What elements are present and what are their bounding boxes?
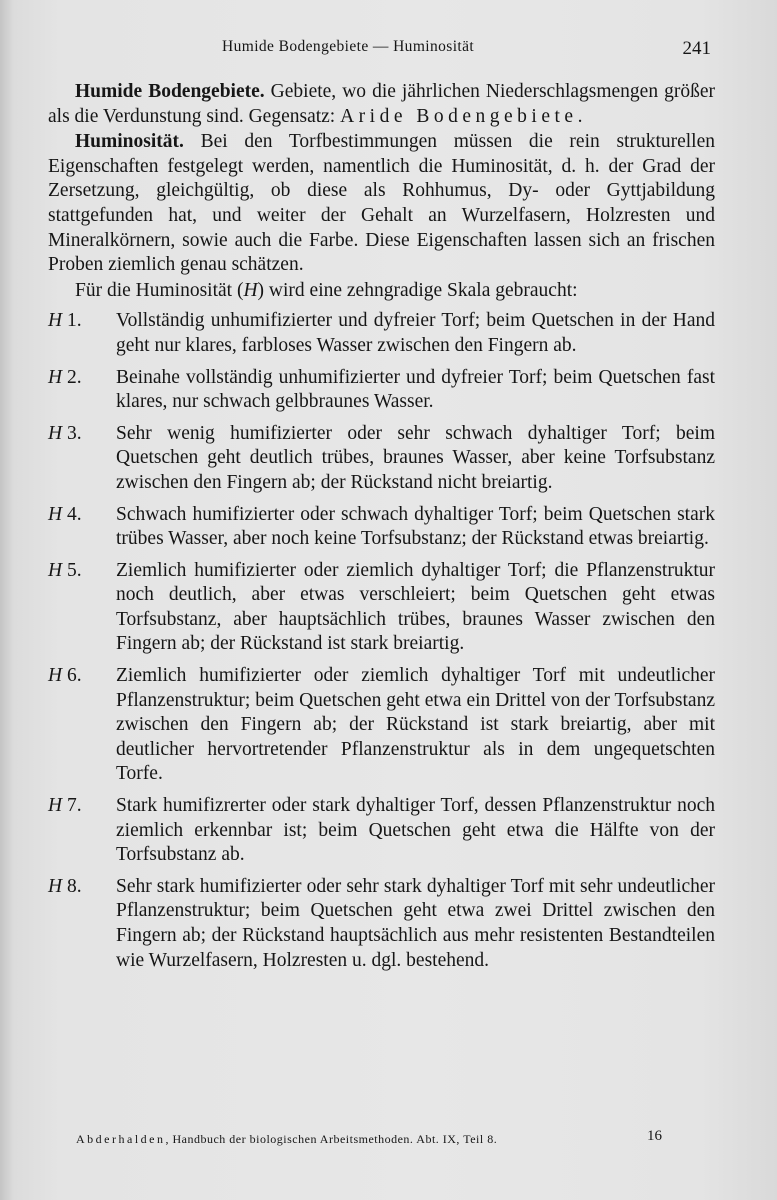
- footer-author: Abderhalden: [76, 1132, 166, 1146]
- scale-label: [48, 794, 116, 868]
- scale-symbol: H: [48, 422, 63, 444]
- scale-symbol: H: [48, 875, 63, 897]
- scale-intro: [48, 279, 715, 304]
- scale-description: Ziemlich humifizierter oder ziemlich dyhaltiger Torf mit undeutlicher Pflanzenstruktur; beim Quetschen geht etwa ein Drittel von der Torfsubstanz zwischen den Fingern ab; der Rückstand ist stark breiartig, aber mit deutlicher hervortretender Pflanzenstruktur als in dem ungequetschten Torfe.: [116, 665, 715, 785]
- scale-description: Sehr wenig humifizierter oder sehr schwach dyhaltiger Torf; beim Quetschen geht deutlich trübes, braunes Wasser, aber keine Torfsubstanz zwischen den Fingern ab; der Rückstand nicht breiartig.: [116, 422, 715, 493]
- scale-item: [48, 503, 715, 552]
- signature-mark: 16: [647, 1128, 662, 1144]
- scale-description: Schwach humifizierter oder schwach dyhaltiger Torf; beim Quetschen stark trübes Wasser, aber noch keine Torfsubstanz; der Rückstand etwas breiartig.: [116, 503, 715, 550]
- scale-description: Vollständig unhumifizierter und dyfreier Torf; beim Quetschen in der Hand geht nur klares, farbloses Wasser zwischen den Fingern ab.: [116, 310, 715, 356]
- scale-item: [48, 664, 715, 787]
- scale-number: 4.: [66, 503, 82, 525]
- scale-number: 5.: [66, 559, 82, 581]
- entry-humide-bodengebiete: [48, 80, 715, 129]
- scale-item: [48, 422, 715, 496]
- scale-label: [48, 422, 116, 496]
- scale-number: 2.: [66, 366, 82, 388]
- entry-huminositaet: [48, 130, 715, 278]
- scale-description: Sehr stark humifizierter oder sehr stark dyhaltiger Torf mit sehr undeutlicher Pflanzenstruktur; beim Quetschen geht etwa zwei Drittel zwischen den Fingern ab; der Rückstand hauptsächlich aus mehr resistenten Bestandteilen wie Wurzelfasern, Holzresten u. dgl. bestehend.: [116, 875, 715, 971]
- scale-symbol: H: [48, 559, 63, 581]
- scale-label: [48, 559, 116, 657]
- running-head: [0, 38, 777, 68]
- scale-symbol: H: [48, 366, 63, 388]
- scale-item: [48, 366, 715, 415]
- entry-term: Humide Bodengebiete.: [75, 81, 265, 102]
- body-text: [48, 80, 715, 980]
- page-number: 241: [682, 38, 711, 59]
- running-title: Humide Bodengebiete — Huminosität: [222, 38, 475, 55]
- scale-number: 3.: [66, 422, 82, 444]
- entry-text: Bei den Torfbestimmungen müssen die rein strukturellen Eigenschaften festgelegt werden, namentlich die Huminosität, d. h. der Grad der Zersetzung, gleichgültig, ob diese als Rohhumus, Dy- oder Gyttjabildung stattgefunden hat, und weiter der Gehalt an Wurzelfasern, Holzresten und Mineralkörnern, sowie auch die Farbe. Diese Eigenschaften lassen sich an frischen Proben ziemlich genau schätzen.: [48, 131, 715, 276]
- scale-label: [48, 366, 116, 415]
- scale-symbol: H: [48, 503, 63, 525]
- scale-symbol: H: [48, 310, 63, 332]
- scale-label: [48, 664, 116, 787]
- scale-symbol: H: [243, 279, 258, 301]
- scale-number: 7.: [66, 795, 82, 817]
- scale-description: Beinahe vollständig unhumifizierter und dyfreier Torf; beim Quetschen fast klares, nur schwach gelbbraunes Wasser.: [116, 366, 715, 413]
- scale-label: [48, 875, 116, 973]
- footer-citation: [76, 1132, 497, 1147]
- scale-item: [48, 794, 715, 868]
- scale-number: 8.: [66, 875, 82, 897]
- entry-cross-reference: Aride Bodengebiete: [340, 105, 578, 127]
- scale-item: [48, 309, 715, 358]
- scale-list: [48, 309, 715, 973]
- footer-citation-text: , Handbuch der biologischen Arbeitsmethoden. Abt. IX, Teil 8.: [165, 1132, 498, 1146]
- entry-term: Huminosität.: [75, 131, 184, 153]
- scale-description: Stark humifizrerter oder stark dyhaltiger Torf, dessen Pflanzenstruktur noch ziemlich erkennbar ist; beim Quetschen geht etwa die Hälfte von der Torfsubstanz ab.: [116, 795, 715, 866]
- page-footer: [0, 1128, 777, 1152]
- entry-text: Gebiete, wo die jährlichen Niederschlagsmengen größer als die Verdunstung sind. Gegensatz:: [48, 81, 715, 127]
- scale-symbol: H: [48, 665, 63, 687]
- scale-number: 1.: [66, 310, 82, 332]
- scale-symbol: H: [48, 795, 63, 817]
- scale-intro-after: ) wird eine zehngradige Skala gebraucht:: [257, 279, 578, 301]
- scale-description: Ziemlich humifizierter oder ziemlich dyhaltiger Torf; die Pflanzenstruktur noch deutlich, aber etwas verschleiert; beim Quetschen geht etwas Torfsubstanz, aber hauptsächlich trübes, braunes Wasser zwischen den Fingern ab; der Rückstand ist stark breiartig.: [116, 559, 715, 655]
- scale-intro-before: Für die Huminosität (: [75, 279, 244, 301]
- scale-item: [48, 875, 715, 973]
- entry-text-end: .: [577, 105, 583, 127]
- scale-label: [48, 309, 116, 358]
- scale-label: [48, 503, 116, 552]
- scale-item: [48, 559, 715, 657]
- scale-number: 6.: [66, 665, 82, 687]
